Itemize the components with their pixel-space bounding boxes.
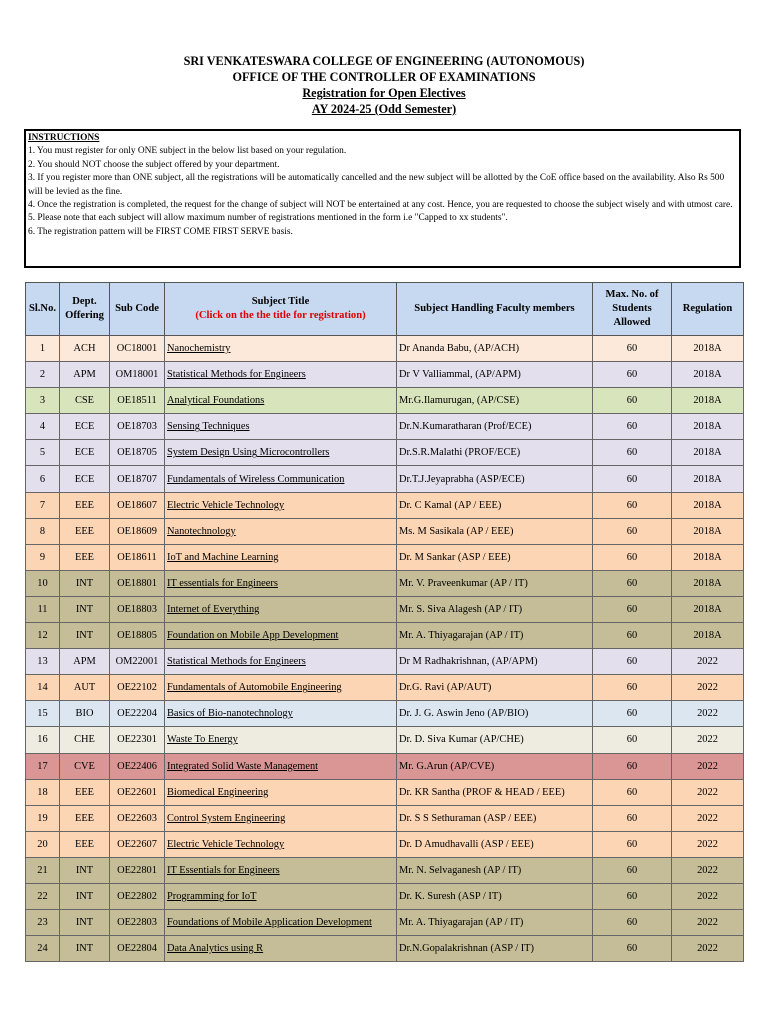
- subject-registration-link[interactable]: Biomedical Engineering: [167, 786, 269, 798]
- cell-code: OE22204: [110, 701, 165, 727]
- subject-registration-link[interactable]: Nanochemistry: [167, 343, 231, 355]
- cell-dept: APM: [60, 649, 110, 675]
- header-title-note: (Click on the the title for registration): [195, 310, 366, 321]
- cell-dept: EEE: [60, 779, 110, 805]
- header-faculty: Subject Handling Faculty members: [397, 283, 593, 336]
- cell-dept: EEE: [60, 544, 110, 570]
- cell-regulation: 2022: [672, 831, 744, 857]
- header-regulation: Regulation: [672, 283, 744, 336]
- cell-code: OC18001: [110, 336, 165, 362]
- subject-registration-link[interactable]: IoT and Machine Learning: [167, 551, 279, 563]
- cell-regulation: 2022: [672, 649, 744, 675]
- header-dept: Dept. Offering: [60, 283, 110, 336]
- table-row: [26, 388, 744, 414]
- cell-max-students: 60: [593, 336, 672, 362]
- cell-code: OE18707: [110, 466, 165, 492]
- cell-max-students: 60: [593, 883, 672, 909]
- cell-code: OE18611: [110, 544, 165, 570]
- cell-max-students: 60: [593, 440, 672, 466]
- table-row: [26, 831, 744, 857]
- cell-faculty: Dr Ananda Babu, (AP/ACH): [397, 336, 593, 362]
- cell-slno: 13: [26, 649, 60, 675]
- cell-code: OE22102: [110, 675, 165, 701]
- table-row: [26, 883, 744, 909]
- header-title-text: Subject Title: [251, 296, 310, 307]
- table-row: [26, 336, 744, 362]
- cell-subject-title: [165, 518, 397, 544]
- cell-regulation: 2018A: [672, 492, 744, 518]
- cell-subject-title: [165, 857, 397, 883]
- cell-faculty: Dr. S S Sethuraman (ASP / EEE): [397, 805, 593, 831]
- subject-registration-link[interactable]: Electric Vehicle Technology: [167, 499, 285, 511]
- cell-max-students: 60: [593, 596, 672, 622]
- cell-max-students: 60: [593, 623, 672, 649]
- cell-slno: 6: [26, 466, 60, 492]
- cell-dept: EEE: [60, 805, 110, 831]
- table-row: [26, 701, 744, 727]
- cell-regulation: 2018A: [672, 336, 744, 362]
- cell-regulation: 2018A: [672, 570, 744, 596]
- cell-slno: 7: [26, 492, 60, 518]
- cell-subject-title: [165, 623, 397, 649]
- cell-slno: 3: [26, 388, 60, 414]
- cell-max-students: 60: [593, 570, 672, 596]
- cell-max-students: 60: [593, 936, 672, 962]
- cell-dept: ECE: [60, 440, 110, 466]
- cell-dept: APM: [60, 362, 110, 388]
- college-name: SRI VENKATESWARA COLLEGE OF ENGINEERING (AUTONOMOUS): [183, 54, 585, 68]
- cell-dept: EEE: [60, 831, 110, 857]
- cell-faculty: Dr. M Sankar (ASP / EEE): [397, 544, 593, 570]
- subject-registration-link[interactable]: Basics of Bio-nanotechnology: [167, 708, 293, 720]
- cell-code: OM18001: [110, 362, 165, 388]
- cell-max-students: 60: [593, 544, 672, 570]
- table-row: [26, 492, 744, 518]
- cell-dept: EEE: [60, 492, 110, 518]
- cell-code: OE18511: [110, 388, 165, 414]
- table-row: [26, 727, 744, 753]
- table-row: [26, 570, 744, 596]
- cell-faculty: Dr.N.Kumaratharan (Prof/ECE): [397, 414, 593, 440]
- cell-max-students: 60: [593, 857, 672, 883]
- instruction-item: 5. Please note that each subject will allow maximum number of registrations mentioned in the form i.e "Capped to xx students".: [28, 213, 508, 224]
- open-electives-table: [25, 282, 744, 962]
- cell-dept: AUT: [60, 675, 110, 701]
- cell-code: OE22601: [110, 779, 165, 805]
- cell-dept: CHE: [60, 727, 110, 753]
- cell-faculty: Dr. KR Santha (PROF & HEAD / EEE): [397, 779, 593, 805]
- cell-dept: INT: [60, 857, 110, 883]
- cell-dept: INT: [60, 596, 110, 622]
- cell-faculty: Dr. J. G. Aswin Jeno (AP/BIO): [397, 701, 593, 727]
- cell-code: OE18609: [110, 518, 165, 544]
- cell-faculty: Mr. N. Selvaganesh (AP / IT): [397, 857, 593, 883]
- cell-regulation: 2018A: [672, 544, 744, 570]
- cell-faculty: Dr. K. Suresh (ASP / IT): [397, 883, 593, 909]
- header-max-students: Max. No. of Students Allowed: [593, 283, 672, 336]
- cell-max-students: 60: [593, 805, 672, 831]
- cell-regulation: 2022: [672, 805, 744, 831]
- cell-max-students: 60: [593, 649, 672, 675]
- subject-registration-link[interactable]: Integrated Solid Waste Management: [167, 760, 319, 772]
- instructions-box: [24, 129, 741, 268]
- subject-registration-link[interactable]: IT essentials for Engineers: [167, 577, 278, 589]
- cell-subject-title: [165, 414, 397, 440]
- office-name: OFFICE OF THE CONTROLLER OF EXAMINATIONS: [232, 70, 536, 84]
- table-row: [26, 518, 744, 544]
- cell-regulation: 2022: [672, 675, 744, 701]
- subject-registration-link[interactable]: Control System Engineering: [167, 812, 286, 824]
- subject-registration-link[interactable]: Fundamentals of Wireless Communication: [167, 473, 345, 485]
- cell-regulation: 2018A: [672, 623, 744, 649]
- cell-max-students: 60: [593, 727, 672, 753]
- cell-max-students: 60: [593, 910, 672, 936]
- cell-dept: INT: [60, 883, 110, 909]
- document-header: [0, 53, 768, 117]
- cell-code: OM22001: [110, 649, 165, 675]
- table-row: [26, 779, 744, 805]
- cell-slno: 18: [26, 779, 60, 805]
- instructions-title: INSTRUCTIONS: [28, 133, 100, 143]
- table-row: [26, 936, 744, 962]
- subject-registration-link[interactable]: Data Analytics using R: [167, 943, 264, 955]
- cell-subject-title: [165, 910, 397, 936]
- cell-dept: INT: [60, 570, 110, 596]
- cell-regulation: 2018A: [672, 466, 744, 492]
- cell-max-students: 60: [593, 414, 672, 440]
- cell-regulation: 2018A: [672, 362, 744, 388]
- cell-slno: 14: [26, 675, 60, 701]
- subject-registration-link[interactable]: Foundations of Mobile Application Development: [167, 917, 372, 929]
- cell-regulation: 2022: [672, 727, 744, 753]
- cell-faculty: Mr.G.Ilamurugan, (AP/CSE): [397, 388, 593, 414]
- table-row: [26, 466, 744, 492]
- cell-regulation: 2022: [672, 857, 744, 883]
- cell-code: OE22804: [110, 936, 165, 962]
- subject-registration-link[interactable]: Fundamentals of Automobile Engineering: [167, 682, 342, 694]
- cell-faculty: Ms. M Sasikala (AP / EEE): [397, 518, 593, 544]
- cell-regulation: 2022: [672, 910, 744, 936]
- cell-subject-title: [165, 492, 397, 518]
- cell-faculty: Mr. S. Siva Alagesh (AP / IT): [397, 596, 593, 622]
- cell-dept: INT: [60, 910, 110, 936]
- header-code: Sub Code: [110, 283, 165, 336]
- table-row: [26, 649, 744, 675]
- cell-faculty: Mr. G.Arun (AP/CVE): [397, 753, 593, 779]
- cell-max-students: 60: [593, 753, 672, 779]
- cell-max-students: 60: [593, 701, 672, 727]
- cell-max-students: 60: [593, 388, 672, 414]
- cell-code: OE22406: [110, 753, 165, 779]
- cell-slno: 15: [26, 701, 60, 727]
- instruction-item: 2. You should NOT choose the subject offered by your department.: [28, 159, 280, 170]
- cell-slno: 4: [26, 414, 60, 440]
- table-row: [26, 362, 744, 388]
- cell-slno: 8: [26, 518, 60, 544]
- cell-slno: 23: [26, 910, 60, 936]
- instruction-item: 1. You must register for only ONE subject in the below list based on your regulation.: [28, 146, 347, 157]
- header-slno: Sl.No.: [26, 283, 60, 336]
- cell-dept: CVE: [60, 753, 110, 779]
- cell-faculty: Mr. V. Praveenkumar (AP / IT): [397, 570, 593, 596]
- cell-subject-title: [165, 675, 397, 701]
- cell-subject-title: [165, 466, 397, 492]
- cell-code: OE18803: [110, 596, 165, 622]
- cell-regulation: 2018A: [672, 596, 744, 622]
- table-row: [26, 675, 744, 701]
- subject-registration-link[interactable]: Waste To Energy: [167, 734, 238, 746]
- table-row: [26, 596, 744, 622]
- cell-code: OE18805: [110, 623, 165, 649]
- cell-code: OE18801: [110, 570, 165, 596]
- cell-max-students: 60: [593, 466, 672, 492]
- cell-max-students: 60: [593, 492, 672, 518]
- cell-subject-title: [165, 388, 397, 414]
- cell-max-students: 60: [593, 779, 672, 805]
- cell-code: OE22803: [110, 910, 165, 936]
- cell-regulation: 2022: [672, 753, 744, 779]
- cell-slno: 1: [26, 336, 60, 362]
- cell-dept: BIO: [60, 701, 110, 727]
- cell-subject-title: [165, 727, 397, 753]
- cell-faculty: Dr.S.R.Malathi (PROF/ECE): [397, 440, 593, 466]
- header-subject-title: [165, 283, 397, 336]
- subject-registration-link[interactable]: System Design Using Microcontrollers: [167, 447, 330, 459]
- subject-registration-link[interactable]: Analytical Foundations: [167, 395, 265, 407]
- subject-registration-link[interactable]: Statistical Methods for Engineers: [167, 656, 306, 668]
- cell-subject-title: [165, 805, 397, 831]
- subject-registration-link[interactable]: IT Essentials for Engineers: [167, 864, 280, 876]
- subject-registration-link[interactable]: Programming for IoT: [167, 891, 257, 903]
- cell-faculty: Mr. A. Thiyagarajan (AP / IT): [397, 623, 593, 649]
- table-row: [26, 440, 744, 466]
- cell-max-students: 60: [593, 831, 672, 857]
- subject-registration-link[interactable]: Statistical Methods for Engineers: [167, 369, 306, 381]
- cell-code: OE22802: [110, 883, 165, 909]
- cell-slno: 2: [26, 362, 60, 388]
- cell-code: OE22801: [110, 857, 165, 883]
- cell-code: OE22603: [110, 805, 165, 831]
- cell-slno: 17: [26, 753, 60, 779]
- academic-year: AY 2024-25 (Odd Semester): [311, 102, 457, 116]
- cell-slno: 24: [26, 936, 60, 962]
- subject-registration-link[interactable]: Foundation on Mobile App Development: [167, 630, 339, 642]
- subject-registration-link[interactable]: Nanotechnology: [167, 525, 236, 537]
- cell-faculty: Dr.T.J.Jeyaprabha (ASP/ECE): [397, 466, 593, 492]
- cell-max-students: 60: [593, 518, 672, 544]
- cell-regulation: 2022: [672, 779, 744, 805]
- table-row: [26, 623, 744, 649]
- cell-slno: 5: [26, 440, 60, 466]
- cell-subject-title: [165, 362, 397, 388]
- cell-regulation: 2018A: [672, 440, 744, 466]
- table-row: [26, 753, 744, 779]
- cell-max-students: 60: [593, 675, 672, 701]
- table-header-row: [26, 283, 744, 336]
- table-row: [26, 544, 744, 570]
- cell-regulation: 2022: [672, 701, 744, 727]
- cell-regulation: 2022: [672, 936, 744, 962]
- cell-slno: 16: [26, 727, 60, 753]
- document-title: Registration for Open Electives: [302, 86, 466, 100]
- cell-regulation: 2018A: [672, 388, 744, 414]
- cell-regulation: 2018A: [672, 518, 744, 544]
- table-row: [26, 414, 744, 440]
- subject-registration-link[interactable]: Internet of Everything: [167, 603, 260, 615]
- cell-code: OE18703: [110, 414, 165, 440]
- cell-subject-title: [165, 440, 397, 466]
- cell-faculty: Dr V Valliammal, (AP/APM): [397, 362, 593, 388]
- cell-dept: INT: [60, 936, 110, 962]
- cell-subject-title: [165, 336, 397, 362]
- cell-slno: 21: [26, 857, 60, 883]
- cell-faculty: Dr. D Amudhavalli (ASP / EEE): [397, 831, 593, 857]
- subject-registration-link[interactable]: Electric Vehicle Technology: [167, 838, 285, 850]
- table-row: [26, 805, 744, 831]
- cell-regulation: 2022: [672, 883, 744, 909]
- table-row: [26, 857, 744, 883]
- cell-dept: ECE: [60, 414, 110, 440]
- cell-faculty: Dr. D. Siva Kumar (AP/CHE): [397, 727, 593, 753]
- cell-dept: ECE: [60, 466, 110, 492]
- cell-dept: CSE: [60, 388, 110, 414]
- table-row: [26, 910, 744, 936]
- cell-code: OE18607: [110, 492, 165, 518]
- cell-slno: 12: [26, 623, 60, 649]
- cell-subject-title: [165, 596, 397, 622]
- cell-dept: EEE: [60, 518, 110, 544]
- cell-faculty: Dr M Radhakrishnan, (AP/APM): [397, 649, 593, 675]
- cell-dept: INT: [60, 623, 110, 649]
- cell-dept: ACH: [60, 336, 110, 362]
- cell-max-students: 60: [593, 362, 672, 388]
- cell-slno: 10: [26, 570, 60, 596]
- instruction-item: 3. If you register more than ONE subject, all the registrations will be automatically cancelled and the new subject will be allotted by the CoE office based on the availability. Also Rs 500 will be levied as the fine.: [28, 173, 725, 197]
- cell-subject-title: [165, 544, 397, 570]
- cell-faculty: Dr.N.Gopalakrishnan (ASP / IT): [397, 936, 593, 962]
- cell-subject-title: [165, 753, 397, 779]
- cell-code: OE22301: [110, 727, 165, 753]
- cell-subject-title: [165, 831, 397, 857]
- cell-subject-title: [165, 779, 397, 805]
- instruction-item: 6. The registration pattern will be FIRST COME FIRST SERVE basis.: [28, 226, 293, 237]
- cell-subject-title: [165, 649, 397, 675]
- cell-code: OE22607: [110, 831, 165, 857]
- cell-regulation: 2018A: [672, 414, 744, 440]
- cell-code: OE18705: [110, 440, 165, 466]
- cell-faculty: Dr.G. Ravi (AP/AUT): [397, 675, 593, 701]
- cell-subject-title: [165, 701, 397, 727]
- cell-slno: 22: [26, 883, 60, 909]
- cell-slno: 11: [26, 596, 60, 622]
- cell-subject-title: [165, 936, 397, 962]
- cell-slno: 19: [26, 805, 60, 831]
- cell-faculty: Dr. C Kamal (AP / EEE): [397, 492, 593, 518]
- cell-slno: 20: [26, 831, 60, 857]
- cell-subject-title: [165, 883, 397, 909]
- instruction-item: 4. Once the registration is completed, the request for the change of subject will NOT be entertained at any cost. Hence, you are requested to choose the subject wisely and with utmost care.: [28, 200, 733, 211]
- subject-registration-link[interactable]: Sensing Techniques: [167, 421, 250, 433]
- cell-faculty: Mr. A. Thiyagarajan (AP / IT): [397, 910, 593, 936]
- cell-slno: 9: [26, 544, 60, 570]
- cell-subject-title: [165, 570, 397, 596]
